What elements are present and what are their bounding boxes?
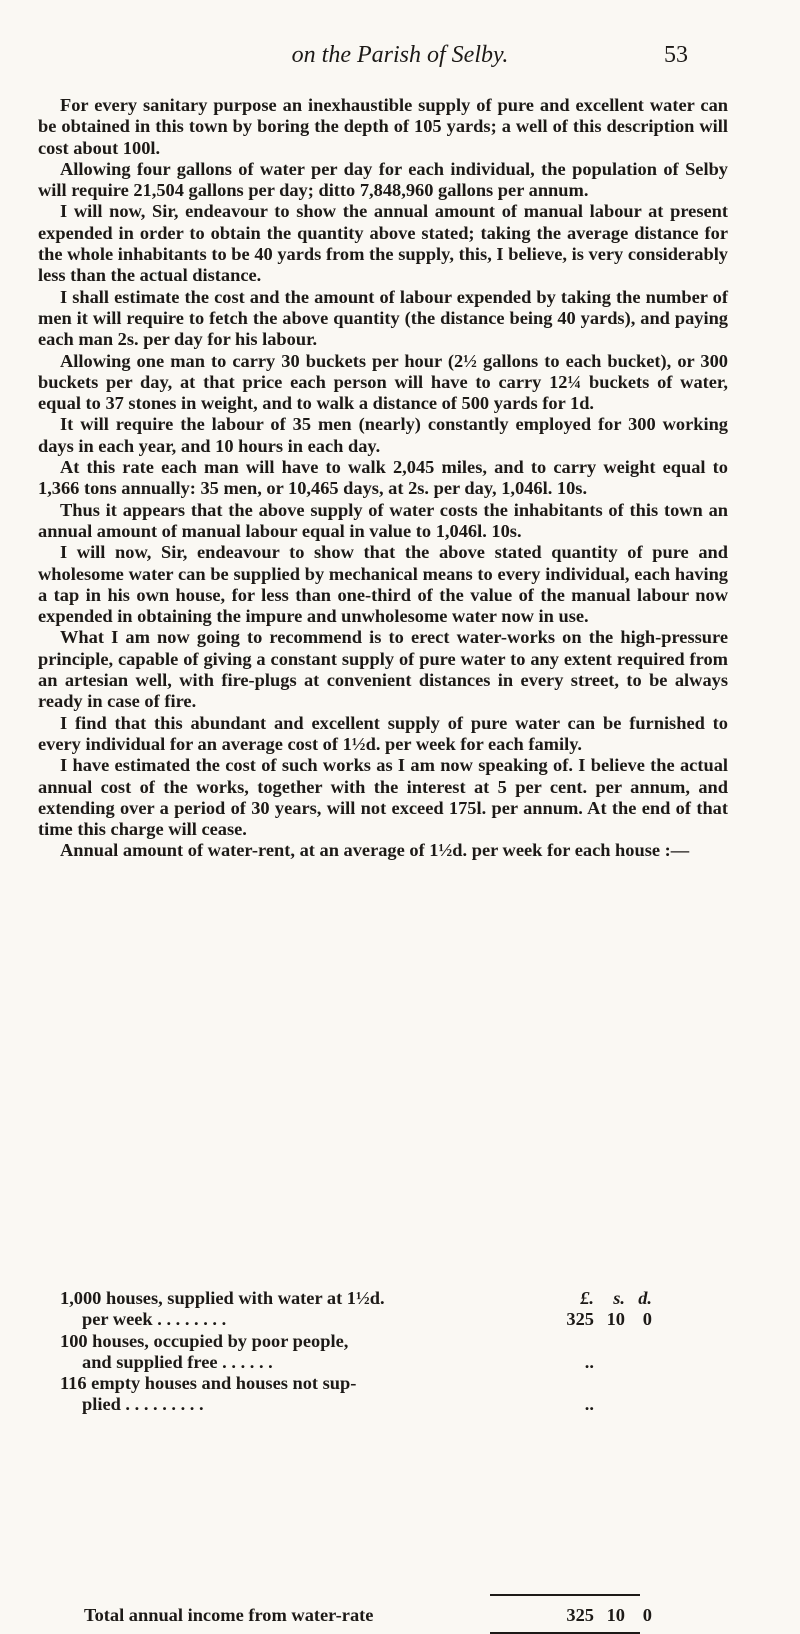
- total-label: Total annual income from water-rate: [84, 1605, 374, 1625]
- paragraph: I will now, Sir, endeavour to show the annual amount of manual labour at present expended in order to obtain the quantity above stated; taking the average distance for the whole inhabitants to be 40 yards from the supply, this, I believe, is very considerably less than the actual distance.: [38, 201, 728, 286]
- table-row: [60, 1288, 740, 1309]
- page-number: 53: [664, 42, 688, 68]
- total-pounds: 325: [566, 1605, 594, 1625]
- paragraph: At this rate each man will have to walk 2,045 miles, and to carry weight equal to 1,366 tons annually: 35 men, or 10,465 days, at 2s. per day, 1,046l. 10s.: [38, 457, 728, 499]
- paragraph: I have estimated the cost of such works as I am now speaking of. I believe the actual annual cost of the works, together with the interest at 5 per cent. per annum, and extending over a period of 30 years, will not exceed 175l. per annum. At the end of that time this charge will cease.: [38, 755, 728, 840]
- row-label: and supplied free . . . . . .: [82, 1351, 273, 1372]
- pence-header: d.: [638, 1288, 652, 1308]
- paragraph: Allowing one man to carry 30 buckets per hour (2½ gallons to each bucket), or 300 buckets per day, at that price each person will have to carry 12¼ buckets of water, equal to 37 stones in weight, and to walk a distance of 500 yards for 1d.: [38, 350, 728, 414]
- table-row: [60, 1394, 740, 1415]
- table-row: [60, 1352, 740, 1373]
- table-row: [60, 1331, 740, 1352]
- running-title: on the Parish of Selby.: [291, 42, 509, 68]
- table-row: [60, 1373, 740, 1394]
- row-label: 100 houses, occupied by poor people,: [60, 1330, 349, 1351]
- water-rate-table: [60, 1288, 740, 1416]
- pounds-header: £.: [580, 1288, 594, 1308]
- shillings-value: 10: [606, 1309, 625, 1330]
- total-pence: 0: [642, 1605, 652, 1625]
- paragraph: For every sanitary purpose an inexhaustible supply of pure and excellent water can be obtained in this town by boring the depth of 105 yards; a well of this description will cost about 100l.: [38, 95, 728, 158]
- row-label: per week . . . . . . . .: [82, 1309, 227, 1330]
- paragraph: I shall estimate the cost and the amount of labour expended by taking the number of men it will require to fetch the above quantity (the distance being 40 yards), and paying each man 2s. per day for his labour.: [38, 286, 728, 350]
- paragraph: What I am now going to recommend is to erect water-works on the high-pressure principle, capable of giving a constant supply of pure water to any extent required from an artesian well, with fire-plugs at convenient distances in every street, to be always ready in case of fire.: [38, 627, 728, 712]
- paragraph: I will now, Sir, endeavour to show that the above stated quantity of pure and wholesome water can be supplied by mechanical means to every individual, each having a tap in his own house, for less than one-third of the value of the manual labour now expended in obtaining the impure and unwholesome water now in use.: [38, 542, 728, 627]
- row-label: plied . . . . . . . . .: [82, 1394, 204, 1415]
- row-label: 116 empty houses and houses not sup-: [60, 1373, 357, 1394]
- total-row: [84, 1605, 764, 1627]
- pounds-value: ..: [584, 1351, 594, 1372]
- total-rule: [490, 1594, 640, 1596]
- pounds-value: ..: [584, 1394, 594, 1415]
- paragraph: I find that this abundant and excellent supply of pure water can be furnished to every individual for an average cost of 1½d. per week for each family.: [38, 712, 728, 754]
- pounds-value: 325: [566, 1309, 594, 1330]
- pence-value: 0: [642, 1309, 652, 1330]
- paragraph: Allowing four gallons of water per day for each individual, the population of Selby will require 21,504 gallons per day; ditto 7,848,960 gallons per annum.: [38, 158, 728, 201]
- paragraph: It will require the labour of 35 men (nearly) constantly employed for 300 working days in each year, and 10 hours in each day.: [38, 414, 728, 456]
- shillings-header: s.: [613, 1288, 625, 1308]
- table-row: [60, 1309, 740, 1330]
- paragraph: Annual amount of water-rent, at an average of 1½d. per week for each house :—: [60, 840, 690, 861]
- row-label: 1,000 houses, supplied with water at 1½d.: [60, 1288, 385, 1308]
- page-header: [0, 40, 800, 80]
- total-shillings: 10: [606, 1605, 625, 1625]
- paragraph: Thus it appears that the above supply of water costs the inhabitants of this town an annual amount of manual labour equal in value to 1,046l. 10s.: [38, 499, 728, 541]
- body-text: [38, 95, 728, 862]
